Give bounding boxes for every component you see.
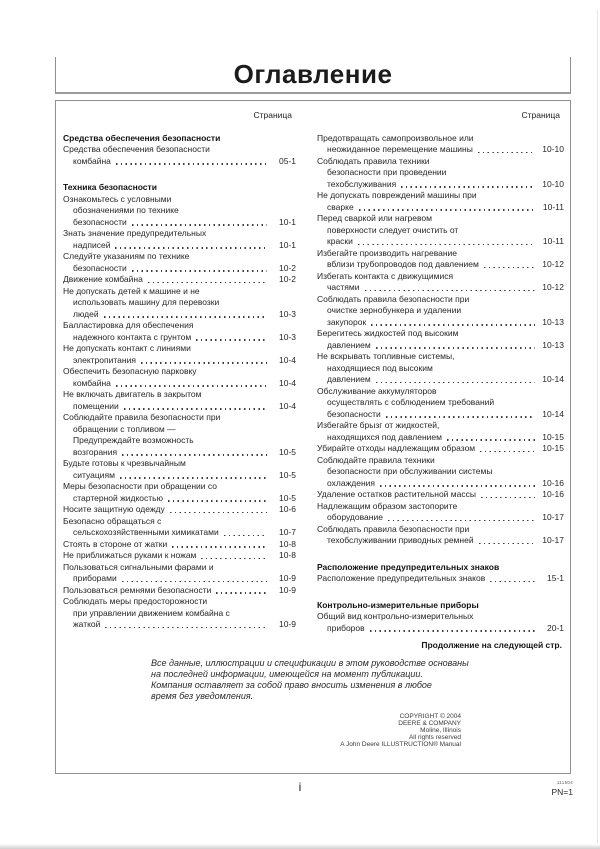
disclaimer-line: Все данные, иллюстрации и спецификации в этом руководстве основаны	[151, 657, 469, 668]
dot-leader	[120, 477, 267, 479]
toc-entry	[63, 366, 296, 389]
copyright-block	[63, 713, 564, 749]
toc-page-number: 10-5	[278, 469, 296, 480]
dot-leader	[371, 324, 535, 326]
toc-entry-text: частями	[327, 282, 360, 292]
dot-leader	[168, 500, 267, 502]
toc-entry-lastline	[63, 332, 296, 344]
dot-leader	[132, 270, 267, 272]
disclaimer-block	[151, 658, 564, 702]
toc-entry-lastline	[317, 535, 564, 547]
dot-leader	[484, 267, 535, 269]
toc-entry-line: Обслуживание аккумуляторов	[317, 385, 437, 396]
dot-leader	[122, 454, 267, 456]
dot-leader	[386, 416, 535, 418]
toc-entry-lastline	[317, 340, 564, 352]
toc-entry-lastline	[63, 504, 296, 516]
toc-page-number: 10-5	[278, 492, 296, 503]
toc-section	[317, 133, 564, 547]
toc-entry	[63, 343, 296, 366]
print-code: 111504	[556, 780, 573, 785]
dot-leader	[216, 592, 267, 594]
dot-leader	[480, 451, 535, 453]
toc-section-heading: Расположение предупредительных знаков	[317, 561, 500, 572]
toc-entry-line: Предупреждайте возможность	[73, 435, 194, 445]
toc-page-number: 10-10	[542, 144, 564, 154]
toc-left-column	[63, 110, 296, 631]
toc-entry	[317, 420, 564, 443]
toc-entry-text: безопасности	[73, 262, 127, 273]
toc-entry-text: техобслуживания	[327, 178, 397, 189]
toc-entry-line: Общий вид контрольно-измерительных	[317, 611, 474, 621]
toc-entry-line: Знать значение предупредительных	[63, 228, 207, 238]
dot-leader	[105, 627, 267, 629]
toc-entry-text: Пользоваться ремнями безопасности	[63, 584, 212, 595]
toc-entry-lastline	[63, 447, 296, 459]
toc-entry	[63, 251, 296, 274]
toc-entry-line: Соблюдайте правила техники	[317, 454, 435, 465]
toc-entry-lastline	[63, 156, 296, 168]
toc-section-heading: Средства обеспечения безопасности	[63, 132, 221, 143]
toc-entry	[317, 271, 564, 294]
disclaimer-line: время без уведомления.	[151, 690, 254, 701]
toc-page-number: 10-4	[278, 377, 296, 388]
toc-entry	[317, 524, 564, 547]
toc-entry-line: Избегайте производить нагревание	[317, 247, 458, 258]
dot-leader	[148, 282, 267, 284]
toc-entry-lastline	[63, 217, 296, 229]
toc-entry-text: комбайна	[73, 155, 111, 166]
toc-entry	[317, 351, 564, 386]
toc-entry-line: Пользоваться сигнальными фарами и	[63, 561, 214, 572]
toc-entry	[63, 274, 296, 286]
toc-entry	[317, 190, 564, 213]
toc-entry-text: сельскохозяйственными химикатами	[73, 527, 219, 537]
toc-entry-line: Берегитесь жидкостей под высоким	[317, 328, 459, 338]
dot-leader	[224, 535, 267, 537]
copyright-line: A John Deere ILLUSTRUCTION® Manual	[340, 741, 461, 749]
dot-leader	[376, 347, 535, 349]
toc-entry-lastline	[317, 144, 564, 156]
toc-entry-text: вблизи трубопроводов под давлением	[327, 259, 479, 269]
toc-entry-text: краски	[327, 236, 353, 246]
toc-entry-line: очистке зернобункера и удалении	[327, 305, 462, 315]
toc-entry-text: Удаление остатков растительной массы	[317, 489, 476, 499]
toc-entry-text: находящихся под давлением	[327, 431, 442, 442]
toc-entry-text: давлением	[327, 339, 371, 350]
page-number: i	[298, 780, 302, 794]
toc-entry-line: Не вскрывать топливные системы,	[317, 351, 455, 361]
toc-entry-lastline	[63, 401, 296, 413]
toc-entry-text: закупорок	[327, 316, 367, 327]
toc-entry-line: Соблюдать правила безопасности при	[317, 523, 470, 534]
toc-entry-lastline	[63, 493, 296, 505]
toc-entry-line: Ознакомьтесь с условными	[63, 193, 172, 204]
toc-entry-line: Следуйте указаниям по технике	[63, 251, 190, 261]
toc-entry-lastline	[63, 550, 296, 562]
toc-entry	[63, 539, 296, 551]
toc-entry-lastline	[317, 432, 564, 444]
page-title: Оглавление	[233, 59, 393, 89]
toc-section-heading: Контрольно-измерительные приборы	[317, 599, 479, 610]
toc-entry-text: людей	[73, 308, 99, 319]
toc-page-number: 10-4	[278, 354, 296, 365]
toc-page-number: 10-17	[542, 535, 564, 545]
toc-entry-text: Расположение предупредительных знаков	[317, 573, 486, 583]
content-box	[55, 100, 571, 774]
toc-entry-lastline	[317, 623, 564, 635]
toc-entry-line: Соблюдать правила безопасности при	[317, 293, 470, 304]
scan-edge-bottom	[0, 844, 600, 849]
toc-entry-lastline	[63, 263, 296, 275]
toc-entry-lastline	[63, 378, 296, 390]
toc-entry-lastline	[317, 179, 564, 191]
toc-entry	[317, 455, 564, 490]
toc-entry-line: Соблюдать правила техники	[317, 155, 430, 166]
toc-page-number: 10-11	[542, 201, 564, 212]
toc-page-number: 10-3	[278, 308, 296, 319]
toc-entry-text: техобслуживании приводных ремней	[327, 535, 474, 545]
toc-entry	[63, 562, 296, 585]
toc-entry	[317, 133, 564, 156]
toc-entry-line: использовать машину для перевозки	[73, 297, 220, 307]
toc-entry	[63, 286, 296, 321]
toc-entry-line: обращении с топливом —	[73, 423, 176, 434]
toc-page-number: 10-2	[278, 274, 296, 284]
column-header-page-right: Страница	[521, 110, 560, 120]
disclaimer-line: на последней информации, имеющейся на момент публикации.	[151, 668, 423, 679]
dot-leader	[376, 382, 535, 384]
toc-entry	[63, 550, 296, 562]
dot-leader	[201, 558, 267, 560]
toc-entry-lastline	[63, 240, 296, 252]
toc-entry-lastline	[63, 585, 296, 597]
toc-section-heading: Техника безопасности	[63, 182, 157, 192]
toc-entry-lastline	[317, 409, 564, 421]
dot-leader	[479, 543, 535, 545]
dot-leader	[380, 485, 535, 487]
toc-entry-lastline	[317, 489, 564, 501]
dot-leader	[104, 316, 267, 318]
toc-section	[63, 182, 296, 631]
toc-entry-lastline	[317, 317, 564, 329]
toc-entry-lastline	[63, 355, 296, 367]
toc-entry	[63, 596, 296, 631]
toc-entry	[317, 213, 564, 248]
dot-leader	[365, 290, 536, 292]
toc-entry-text: оборудование	[327, 512, 383, 522]
dot-leader	[172, 546, 267, 548]
toc-entry-line: Перед сваркой или нагревом	[317, 213, 432, 223]
toc-entry-text: охлаждения	[327, 477, 375, 488]
toc-entry-lastline	[317, 259, 564, 271]
toc-page-number: 10-15	[542, 431, 564, 442]
toc-page-number: 10-12	[542, 282, 564, 292]
dot-leader	[170, 512, 267, 514]
toc-entry-lastline	[317, 236, 564, 248]
toc-entry-line: Избегать контакта с движущимися	[317, 270, 454, 281]
toc-entry-line: Не допускать контакт с линиями	[63, 343, 191, 353]
toc-entry	[63, 504, 296, 516]
dot-leader	[116, 163, 267, 165]
toc-entry-line: находящиеся под высоким	[327, 362, 433, 373]
dot-leader	[370, 630, 535, 632]
toc-entry-text: жаткой	[73, 619, 101, 629]
copyright-line: COPYRIGHT © 2004	[399, 712, 461, 720]
toc-entry-lastline	[63, 309, 296, 321]
toc-entry-line: безопасности при проведении	[327, 167, 447, 177]
toc-entry-line: при управлении движением комбайна с	[73, 607, 230, 618]
toc-entry-text: комбайна	[73, 377, 111, 388]
toc-page-number: 10-9	[278, 619, 296, 629]
toc-entry-lastline	[63, 527, 296, 539]
toc-entry	[317, 489, 564, 501]
toc-entry	[317, 386, 564, 421]
continued-note: Продолжение на следующей стр.	[421, 640, 562, 650]
toc-entry	[317, 328, 564, 351]
toc-entry	[63, 516, 296, 539]
toc-columns	[63, 110, 564, 652]
toc-entry	[317, 294, 564, 329]
toc-page-number: 10-17	[542, 512, 564, 522]
toc-right-column	[317, 110, 564, 652]
copyright-line: DEERE & COMPANY	[398, 719, 461, 727]
toc-entry-text: Убирайте отходы надлежащим образом	[317, 443, 476, 453]
toc-page-number: 10-12	[542, 259, 564, 269]
dot-leader	[359, 209, 535, 211]
toc-entry-lastline	[63, 274, 296, 286]
copyright-line: All rights reserved	[408, 734, 461, 742]
toc-entry	[317, 573, 564, 585]
toc-entry-text: надписей	[73, 239, 111, 250]
toc-page-number: 10-16	[542, 477, 564, 488]
toc-entry-text: давлением	[327, 374, 371, 384]
toc-entry-text: возгорания	[73, 446, 118, 457]
toc-entry-lastline	[317, 512, 564, 524]
toc-page-number: 10-8	[278, 538, 296, 549]
dot-leader	[401, 186, 535, 188]
toc-entry-line: Балластировка для обеспечения	[63, 320, 194, 330]
toc-entry-line: Обеспечить безопасную парковку	[63, 366, 197, 376]
toc-entry-text: безопасности	[73, 216, 127, 227]
dot-leader	[122, 581, 267, 583]
toc-entry-lastline	[63, 539, 296, 551]
toc-entry	[317, 443, 564, 455]
toc-page-number: 10-11	[542, 236, 564, 246]
toc-section	[63, 133, 296, 168]
copyright-line: Moline, Illinois	[420, 726, 461, 734]
toc-page-number: 10-4	[278, 400, 296, 411]
toc-entry-line: безопасности при обслуживании системы	[327, 466, 493, 476]
toc-page-number: 20-1	[546, 622, 564, 633]
toc-entry	[317, 611, 564, 634]
toc-right-sections	[317, 133, 564, 635]
pn-number: PN=1	[551, 787, 573, 797]
toc-page-number: 10-9	[278, 573, 296, 583]
toc-entry-lastline	[317, 202, 564, 214]
dot-leader	[124, 408, 267, 410]
toc-page-number: 10-10	[542, 178, 564, 189]
toc-page-number: 15-1	[546, 573, 564, 583]
toc-entry-lastline	[317, 374, 564, 386]
toc-page-number: 10-9	[278, 584, 296, 595]
dot-leader	[481, 497, 535, 499]
toc-page-number: 10-13	[542, 316, 564, 327]
toc-entry	[63, 389, 296, 412]
toc-entry-text: приборов	[327, 622, 365, 633]
toc-entry	[317, 156, 564, 191]
disclaimer-line: Компания оставляет за собой право вносить изменения в любое	[151, 679, 432, 690]
toc-entry-lastline	[63, 573, 296, 585]
title-box	[55, 57, 571, 94]
toc-entry-text: Не приближаться руками к ножам	[63, 550, 197, 560]
toc-entry-text: приборами	[73, 573, 117, 583]
toc-entry-line: Средства обеспечения безопасности	[63, 144, 210, 154]
toc-page-number: 10-7	[278, 527, 296, 537]
toc-section	[317, 562, 564, 585]
toc-entry-text: сварке	[327, 201, 354, 212]
toc-entry-text: ситуациям	[73, 469, 115, 480]
toc-entry	[63, 320, 296, 343]
toc-entry-line: Будьте готовы к чрезвычайным	[63, 458, 186, 468]
toc-entry-line: Надлежащим образом застопорите	[317, 500, 458, 511]
toc-section	[317, 600, 564, 635]
dot-leader	[490, 581, 535, 583]
toc-entry	[63, 481, 296, 504]
toc-entry-line: Не включать двигатель в закрытом	[63, 389, 202, 399]
toc-entry	[63, 412, 296, 458]
toc-entry	[63, 228, 296, 251]
toc-entry-line: Меры безопасности при обращении со	[63, 481, 217, 491]
toc-page-number: 10-16	[542, 489, 564, 499]
toc-entry-line: Избегайте брызг от жидкостей,	[317, 420, 440, 430]
toc-entry-line: Не допускать детей к машине и не	[63, 285, 200, 296]
toc-entry-text: Движение комбайна	[63, 274, 143, 284]
toc-page-number: 10-14	[542, 408, 564, 419]
dot-leader	[116, 385, 267, 387]
toc-entry-text: надежного контакта с грунтом	[73, 331, 192, 342]
toc-entry	[63, 458, 296, 481]
toc-entry	[63, 144, 296, 167]
toc-entry-lastline	[317, 282, 564, 294]
toc-entry-text: неожиданное перемещение машины	[327, 144, 473, 154]
toc-left-sections	[63, 133, 296, 631]
toc-entry-text: стартерной жидкостью	[73, 492, 163, 503]
toc-page-number: 10-13	[542, 339, 564, 350]
toc-entry	[317, 248, 564, 271]
toc-entry-line: осуществлять с соблюдением требований	[327, 397, 495, 407]
toc-entry-lastline	[317, 573, 564, 585]
toc-entry-text: помещении	[73, 400, 119, 411]
toc-page-number: 10-3	[278, 331, 296, 342]
toc-page-number: 10-15	[542, 443, 564, 453]
toc-page-number: 10-5	[278, 446, 296, 457]
toc-entry-lastline	[63, 619, 296, 631]
toc-entry	[63, 585, 296, 597]
toc-entry-line: поверхности следует очистить от	[327, 224, 459, 235]
toc-entry-line: Соблюдать меры предосторожности	[63, 596, 208, 606]
toc-entry-text: безопасности	[327, 408, 381, 419]
toc-entry-text: Стоять в стороне от жатки	[63, 538, 168, 549]
toc-page-number: 10-8	[278, 550, 296, 560]
dot-leader	[196, 339, 267, 341]
toc-entry-line: обозначениями по технике	[73, 205, 179, 215]
toc-entry-line: Предотвращать самопроизвольное или	[317, 132, 474, 143]
toc-page-number: 10-14	[542, 374, 564, 384]
toc-entry	[63, 194, 296, 229]
dot-leader	[132, 224, 267, 226]
toc-entry-text: Носите защитную одежду	[63, 504, 165, 514]
toc-entry-line: Соблюдайте правила безопасности при	[63, 412, 221, 422]
toc-entry-line: Не допускать повреждений машины при	[317, 190, 477, 200]
toc-page-number: 10-1	[278, 239, 296, 250]
dot-leader	[447, 439, 535, 441]
toc-page-number: 10-6	[278, 504, 296, 514]
toc-entry-lastline	[63, 470, 296, 482]
toc-entry	[317, 501, 564, 524]
dot-leader	[141, 362, 267, 364]
dot-leader	[478, 152, 535, 154]
toc-page-number: 05-1	[278, 155, 296, 166]
toc-entry-lastline	[317, 478, 564, 490]
toc-page-number: 10-1	[278, 216, 296, 227]
toc-entry-text: электропитания	[73, 354, 136, 365]
dot-leader	[388, 520, 535, 522]
dot-leader	[358, 244, 535, 246]
scan-edge-right	[597, 10, 598, 843]
column-header-page-left: Страница	[253, 110, 292, 120]
toc-entry-lastline	[317, 443, 564, 455]
dot-leader	[115, 247, 267, 249]
toc-page-number: 10-2	[278, 262, 296, 273]
toc-entry-line: Безопасно обращаться с	[63, 515, 162, 526]
